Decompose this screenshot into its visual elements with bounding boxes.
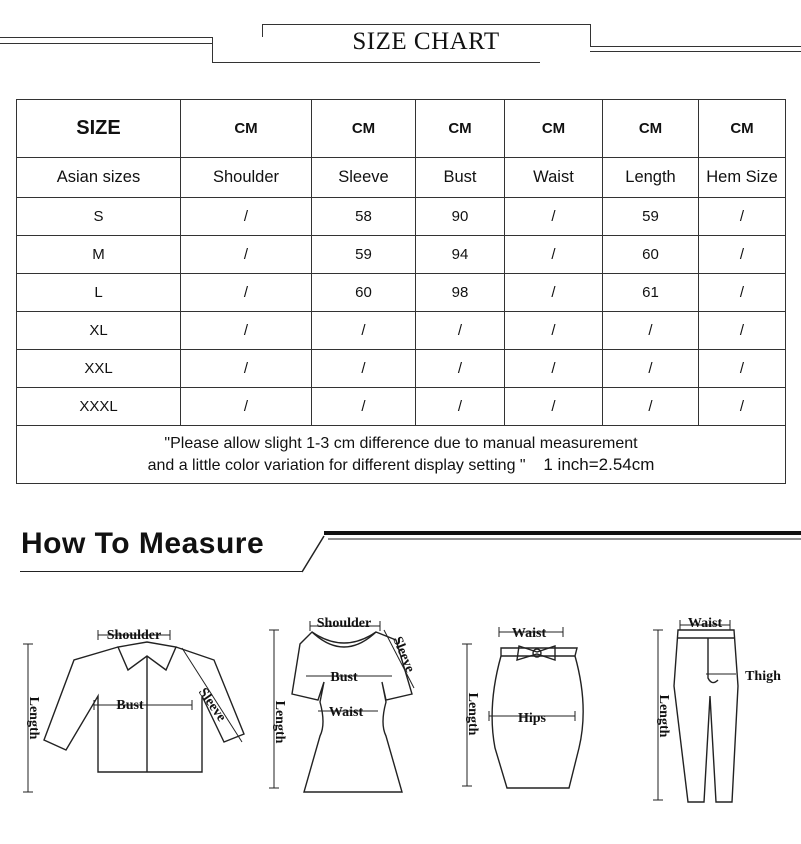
table-cell: 60	[603, 236, 699, 274]
pants-figure	[646, 612, 796, 806]
skirt-figure	[455, 620, 595, 800]
dress-sleeve-label: Sleeve	[389, 634, 418, 675]
header-rule	[590, 24, 591, 46]
note-line-1: "Please allow slight 1-3 cm difference due to manual measurement	[164, 435, 638, 452]
size-header-cell: SIZE	[17, 100, 181, 158]
header-rule-left-top	[0, 37, 212, 38]
table-cell: /	[181, 198, 312, 236]
table-cell: /	[181, 350, 312, 388]
column-header: Bust	[416, 158, 505, 198]
table-cell: /	[699, 236, 786, 274]
column-header: Shoulder	[181, 158, 312, 198]
table-row	[17, 274, 786, 312]
section-underline	[20, 571, 302, 572]
header-rule-right-bottom	[590, 51, 801, 52]
table-cell: L	[17, 274, 181, 312]
table-cell: /	[699, 274, 786, 312]
table-cell: /	[416, 312, 505, 350]
page-title: SIZE CHART	[352, 28, 500, 55]
shirt-sleeve-label: Sleeve	[195, 685, 229, 725]
dress-length-label: Length	[272, 700, 287, 744]
unit-cell: CM	[416, 100, 505, 158]
pants-length-label: Length	[656, 694, 671, 738]
header-rule	[212, 62, 540, 63]
table-cell: 90	[416, 198, 505, 236]
header-rule-right-top	[590, 46, 801, 47]
section-title: How To Measure	[21, 527, 265, 560]
table-cell: 60	[312, 274, 416, 312]
table-cell: /	[505, 198, 603, 236]
dress-bust-label: Bust	[330, 670, 358, 685]
unit-cell: CM	[505, 100, 603, 158]
dress-shoulder-label: Shoulder	[316, 616, 372, 631]
table-cell: /	[505, 350, 603, 388]
pants-thigh-label: Thigh	[745, 669, 781, 684]
table-cell: /	[699, 350, 786, 388]
unit-cell: CM	[312, 100, 416, 158]
unit-row	[17, 100, 786, 158]
column-header-row	[17, 158, 786, 198]
table-cell: XL	[17, 312, 181, 350]
table-cell: /	[603, 388, 699, 426]
table-cell: M	[17, 236, 181, 274]
header-rule-left-bottom	[0, 43, 212, 44]
note-row	[17, 426, 786, 484]
table-cell: /	[505, 312, 603, 350]
table-cell: /	[603, 350, 699, 388]
dress-figure	[262, 612, 422, 802]
size-chart-table	[16, 99, 786, 484]
inch-conversion: 1 inch=2.54cm	[543, 455, 655, 474]
shirt-length-label: Length	[26, 696, 41, 740]
table-cell: /	[312, 350, 416, 388]
skirt-length-label: Length	[465, 692, 480, 736]
table-row	[17, 312, 786, 350]
table-cell: /	[181, 312, 312, 350]
table-cell: XXXL	[17, 388, 181, 426]
table-cell: /	[505, 274, 603, 312]
table-row	[17, 198, 786, 236]
table-cell: /	[603, 312, 699, 350]
dress-waist-label: Waist	[328, 705, 364, 720]
pants-icon	[674, 630, 738, 802]
pants-waist-label: Waist	[687, 616, 723, 631]
table-cell: /	[505, 236, 603, 274]
table-cell: 59	[312, 236, 416, 274]
table-cell: 59	[603, 198, 699, 236]
header-rule	[212, 37, 213, 62]
measurement-note	[17, 426, 786, 484]
note-line-2: and a little color variation for different display setting "	[147, 457, 526, 474]
skirt-hips-label: Hips	[517, 711, 547, 726]
table-cell: /	[505, 388, 603, 426]
unit-cell: CM	[181, 100, 312, 158]
table-cell: /	[312, 388, 416, 426]
table-cell: 58	[312, 198, 416, 236]
table-row	[17, 350, 786, 388]
column-header: Waist	[505, 158, 603, 198]
table-cell: /	[181, 388, 312, 426]
table-cell: S	[17, 198, 181, 236]
table-cell: /	[416, 350, 505, 388]
table-cell: /	[416, 388, 505, 426]
unit-cell: CM	[603, 100, 699, 158]
column-header: Length	[603, 158, 699, 198]
table-cell: /	[699, 312, 786, 350]
table-cell: 94	[416, 236, 505, 274]
table-cell: XXL	[17, 350, 181, 388]
shirt-bust-label: Bust	[116, 698, 144, 713]
shirt-shoulder-label: Shoulder	[106, 628, 162, 643]
table-cell: /	[181, 236, 312, 274]
column-header: Hem Size	[699, 158, 786, 198]
table-cell: 61	[603, 274, 699, 312]
header-rule	[262, 24, 590, 25]
column-header: Sleeve	[312, 158, 416, 198]
table-row	[17, 236, 786, 274]
table-cell: /	[312, 312, 416, 350]
table-cell: /	[699, 198, 786, 236]
table-cell: /	[181, 274, 312, 312]
column-header: Asian sizes	[17, 158, 181, 198]
shirt-figure	[14, 622, 254, 802]
unit-cell: CM	[699, 100, 786, 158]
table-cell: /	[699, 388, 786, 426]
table-cell: 98	[416, 274, 505, 312]
section-divider	[296, 528, 801, 574]
table-row	[17, 388, 786, 426]
skirt-waist-label: Waist	[511, 626, 547, 641]
